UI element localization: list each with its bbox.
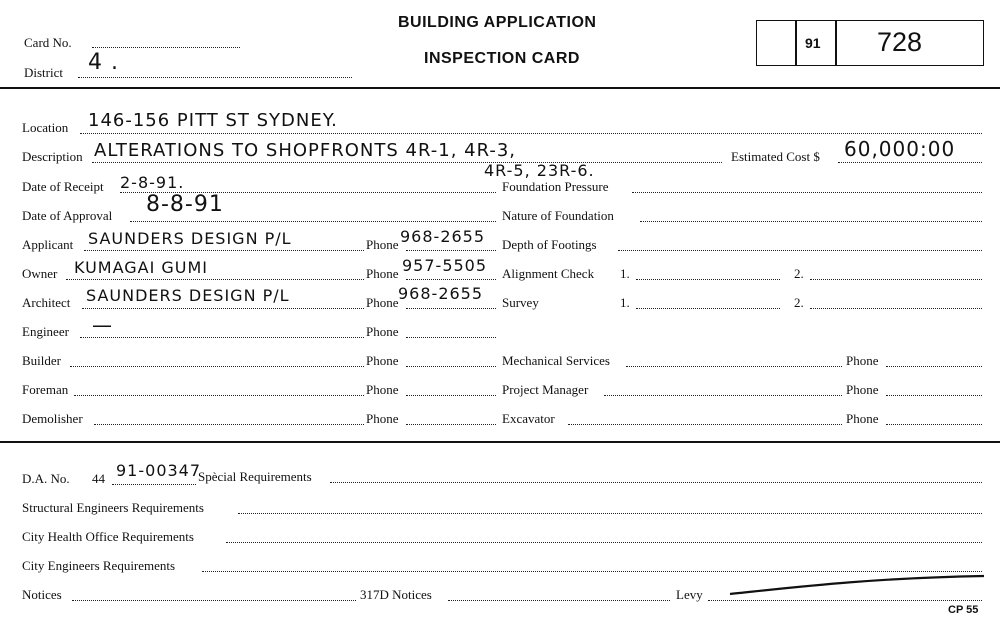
architect-value: SAUNDERS DESIGN P/L bbox=[86, 286, 290, 305]
depth-footings-field[interactable] bbox=[618, 249, 982, 251]
foreman-phone-field[interactable] bbox=[406, 394, 496, 396]
nature-foundation-label: Nature of Foundation bbox=[502, 208, 614, 223]
architect-label: Architect bbox=[22, 295, 71, 310]
foreman-phone-label: Phone bbox=[366, 382, 399, 397]
card-number-box bbox=[756, 20, 984, 66]
date-approval-field[interactable] bbox=[130, 220, 496, 222]
description-label: Description bbox=[22, 149, 83, 164]
date-approval-value: 8-8-91 bbox=[146, 192, 224, 217]
builder-field[interactable] bbox=[70, 365, 364, 367]
title-inspection-card: INSPECTION CARD bbox=[424, 50, 580, 67]
alignment-num1: 1. bbox=[620, 266, 630, 281]
engineer-phone-label: Phone bbox=[366, 324, 399, 339]
district-label: District bbox=[24, 65, 63, 80]
da-no-value: 91-00347 bbox=[116, 461, 202, 480]
district-field[interactable] bbox=[78, 76, 352, 78]
da-prefix: 44 bbox=[92, 471, 105, 486]
location-value: 146-156 PITT ST SYDNEY. bbox=[88, 110, 338, 131]
owner-phone-label: Phone bbox=[366, 266, 399, 281]
special-requirements-field[interactable] bbox=[330, 481, 982, 483]
survey-field-1[interactable] bbox=[636, 307, 780, 309]
box-divider bbox=[795, 21, 797, 65]
project-manager-phone-label: Phone bbox=[846, 382, 879, 397]
engineer-label: Engineer bbox=[22, 324, 69, 339]
date-receipt-label: Date of Receipt bbox=[22, 179, 104, 194]
box-number: 728 bbox=[877, 27, 923, 57]
demolisher-label: Demolisher bbox=[22, 411, 83, 426]
city-health-requirements-label: City Health Office Requirements bbox=[22, 529, 194, 544]
excavator-phone-label: Phone bbox=[846, 411, 879, 426]
form-code: CP 55 bbox=[948, 604, 979, 616]
card-no-field[interactable] bbox=[92, 46, 240, 48]
owner-field[interactable] bbox=[66, 278, 364, 280]
architect-phone-value: 968-2655 bbox=[398, 284, 484, 303]
district-value: 4 . bbox=[88, 50, 119, 75]
description-field[interactable] bbox=[92, 161, 722, 163]
foreman-field[interactable] bbox=[74, 394, 364, 396]
da-no-field[interactable] bbox=[112, 483, 196, 485]
owner-phone-value: 957-5505 bbox=[402, 256, 488, 275]
city-engineers-requirements-label: City Engineers Requirements bbox=[22, 558, 176, 573]
owner-value: KUMAGAI GUMI bbox=[74, 258, 209, 277]
mechanical-services-field[interactable] bbox=[626, 365, 842, 367]
estimated-cost-field[interactable] bbox=[838, 161, 982, 163]
engineer-value: — bbox=[92, 313, 113, 337]
applicant-field[interactable] bbox=[84, 249, 364, 251]
da-no-label: D.A. No. bbox=[22, 471, 70, 486]
engineer-phone-field[interactable] bbox=[406, 336, 496, 338]
excavator-phone-field[interactable] bbox=[886, 423, 982, 425]
applicant-phone-value: 968-2655 bbox=[400, 227, 486, 246]
317d-notices-label: 317D Notices bbox=[360, 587, 432, 602]
foundation-pressure-label: Foundation Pressure bbox=[502, 179, 609, 194]
mechanical-services-label: Mechanical Services bbox=[502, 353, 610, 368]
depth-footings-label: Depth of Footings bbox=[502, 237, 597, 252]
alignment-field-1[interactable] bbox=[636, 278, 780, 280]
project-manager-label: Project Manager bbox=[502, 382, 589, 397]
alignment-check-label: Alignment Check bbox=[502, 266, 595, 281]
architect-field[interactable] bbox=[82, 307, 364, 309]
alignment-num2: 2. bbox=[794, 266, 804, 281]
foundation-pressure-field[interactable] bbox=[632, 191, 982, 193]
header-rule bbox=[0, 87, 1000, 89]
special-requirements-label: Spècial Requirements bbox=[198, 469, 312, 484]
description-value-line2: 4R-5, 23R-6. bbox=[484, 161, 595, 180]
foreman-label: Foreman bbox=[22, 382, 69, 397]
box-divider bbox=[835, 21, 837, 65]
levy-pen-stroke bbox=[728, 570, 988, 598]
levy-label: Levy bbox=[676, 587, 703, 602]
location-field[interactable] bbox=[80, 132, 982, 134]
structural-requirements-field[interactable] bbox=[238, 512, 982, 514]
project-manager-phone-field[interactable] bbox=[886, 394, 982, 396]
survey-num1: 1. bbox=[620, 295, 630, 310]
notices-field[interactable] bbox=[72, 599, 356, 601]
builder-label: Builder bbox=[22, 353, 61, 368]
architect-phone-field[interactable] bbox=[406, 307, 496, 309]
date-receipt-value: 2-8-91. bbox=[120, 173, 185, 192]
applicant-label: Applicant bbox=[22, 237, 74, 252]
structural-requirements-label: Structural Engineers Requirements bbox=[22, 500, 204, 515]
box-prefix: 91 bbox=[805, 35, 821, 51]
location-label: Location bbox=[22, 120, 69, 135]
architect-phone-label: Phone bbox=[366, 295, 399, 310]
notices-label: Notices bbox=[22, 587, 62, 602]
estimated-cost-value: 60,000:00 bbox=[844, 137, 956, 161]
estimated-cost-label: Estimated Cost $ bbox=[731, 149, 820, 164]
levy-field[interactable] bbox=[708, 599, 982, 601]
owner-phone-field[interactable] bbox=[406, 278, 496, 280]
317d-notices-field[interactable] bbox=[448, 599, 670, 601]
title-building-application: BUILDING APPLICATION bbox=[398, 14, 597, 31]
mechanical-phone-field[interactable] bbox=[886, 365, 982, 367]
survey-num2: 2. bbox=[794, 295, 804, 310]
demolisher-phone-label: Phone bbox=[366, 411, 399, 426]
demolisher-phone-field[interactable] bbox=[406, 423, 496, 425]
builder-phone-field[interactable] bbox=[406, 365, 496, 367]
survey-label: Survey bbox=[502, 295, 539, 310]
excavator-field[interactable] bbox=[568, 423, 842, 425]
owner-label: Owner bbox=[22, 266, 58, 281]
middle-rule bbox=[0, 441, 1000, 443]
demolisher-field[interactable] bbox=[94, 423, 364, 425]
card-no-label: Card No. bbox=[24, 35, 72, 50]
nature-foundation-field[interactable] bbox=[640, 220, 982, 222]
applicant-phone-field[interactable] bbox=[406, 249, 496, 251]
excavator-label: Excavator bbox=[502, 411, 555, 426]
description-value: ALTERATIONS TO SHOPFRONTS 4R-1, 4R-3, bbox=[94, 140, 517, 161]
builder-phone-label: Phone bbox=[366, 353, 399, 368]
alignment-field-2[interactable] bbox=[810, 278, 982, 280]
mechanical-phone-label: Phone bbox=[846, 353, 879, 368]
applicant-value: SAUNDERS DESIGN P/L bbox=[88, 229, 292, 248]
engineer-field[interactable] bbox=[80, 336, 364, 338]
date-approval-label: Date of Approval bbox=[22, 208, 113, 223]
survey-field-2[interactable] bbox=[810, 307, 982, 309]
city-health-requirements-field[interactable] bbox=[226, 541, 982, 543]
applicant-phone-label: Phone bbox=[366, 237, 399, 252]
project-manager-field[interactable] bbox=[604, 394, 842, 396]
